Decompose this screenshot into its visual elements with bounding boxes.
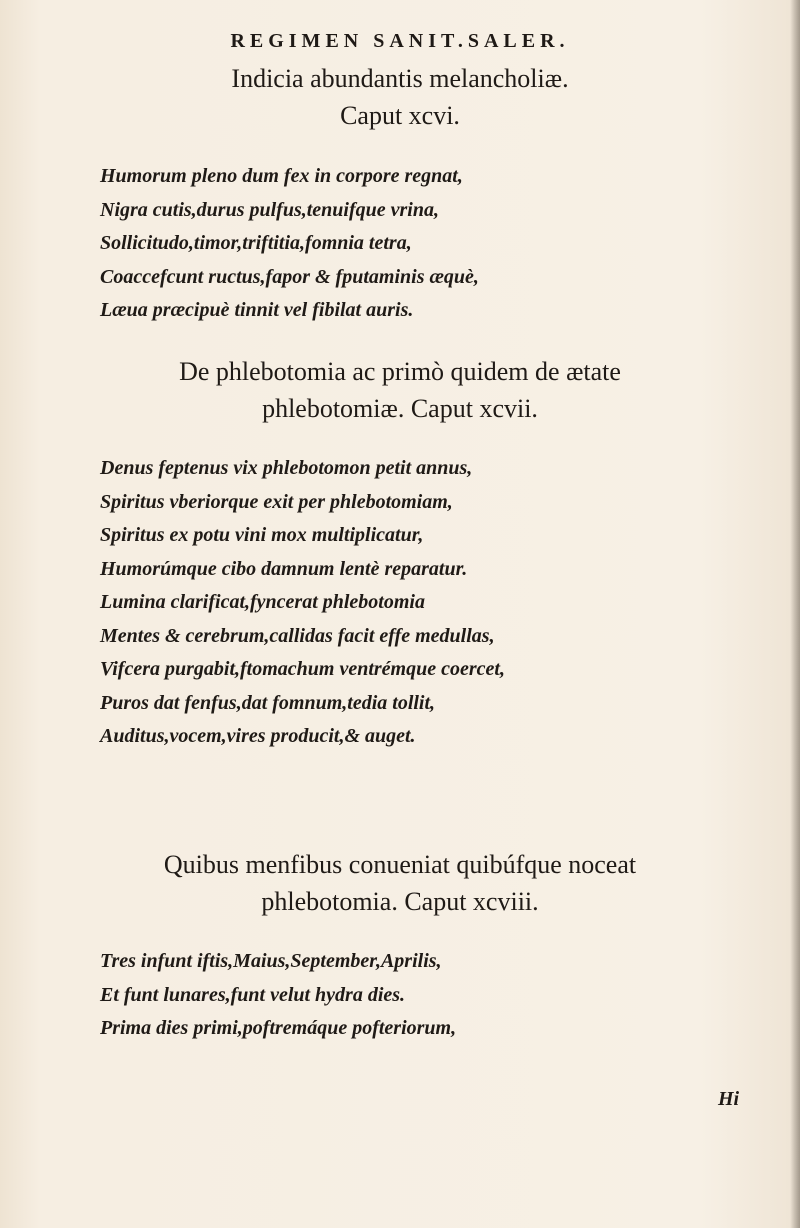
verse-line: Et funt lunares,funt velut hydra dies.	[100, 983, 406, 1006]
verse-line: Tres infunt iftis,Maius,September,Aprilis,	[100, 950, 442, 972]
chapter-heading-xcvi	[0, 62, 800, 133]
verse-line: Lumina clarificat,fyncerat phlebotomia	[100, 591, 425, 613]
verse-line: Nigra cutis,durus pulfus,tenuifque vrina,	[100, 198, 439, 221]
verse-line: Humorúmque cibo damnum lentè reparatur.	[100, 557, 468, 580]
verse-line: Prima dies primi,poftremáque pofteriorum,	[100, 1017, 457, 1039]
verse-line: Auditus,vocem,vires producit,& auget.	[100, 725, 416, 747]
heading-line: phlebotomiæ. Caput xcvii.	[262, 394, 538, 423]
verse-line: Vifcera purgabit,ftomachum ventrémque coercet,	[100, 658, 505, 680]
verse-block-xcvi	[100, 160, 760, 328]
verse-line: Humorum pleno dum fex in corpore regnat,	[100, 165, 463, 187]
verse-block-xcviii	[100, 945, 760, 1046]
page-edge-shadow	[790, 0, 800, 1228]
chapter-heading-xcvii	[0, 355, 800, 426]
verse-line: Denus feptenus vix phlebotomon petit annus,	[100, 457, 473, 479]
verse-line: Sollicitudo,timor,triftitia,fomnia tetra,	[100, 232, 412, 254]
heading-line: Quibus menfibus conueniat quibúfque noceat	[163, 850, 637, 879]
heading-line: phlebotomia. Caput xcviii.	[261, 887, 539, 916]
verse-line: Læua præcipuè tinnit vel fibilat auris.	[100, 299, 414, 321]
heading-line: De phlebotomia ac primò quidem de ætate	[179, 357, 621, 386]
heading-line: Indicia abundantis melancholiæ.	[231, 64, 569, 93]
verse-line: Puros dat fenfus,dat fomnum,tedia tollit,	[100, 691, 436, 714]
chapter-heading-xcviii	[0, 848, 800, 919]
verse-line: Spiritus vberiorque exit per phlebotomiam,	[100, 490, 453, 513]
heading-line: Caput xcvi.	[340, 101, 460, 130]
verse-block-xcvii	[100, 452, 760, 754]
verse-line: Coaccefcunt ructus,fapor & fputaminis æquè,	[100, 265, 479, 288]
verse-line: Mentes & cerebrum,callidas facit effe medullas,	[100, 624, 495, 647]
running-head: REGIMEN SANIT.SALER.	[230, 30, 570, 52]
verse-line: Spiritus ex potu vini mox multiplicatur,	[100, 524, 424, 546]
catchword: Hi	[718, 1088, 740, 1110]
